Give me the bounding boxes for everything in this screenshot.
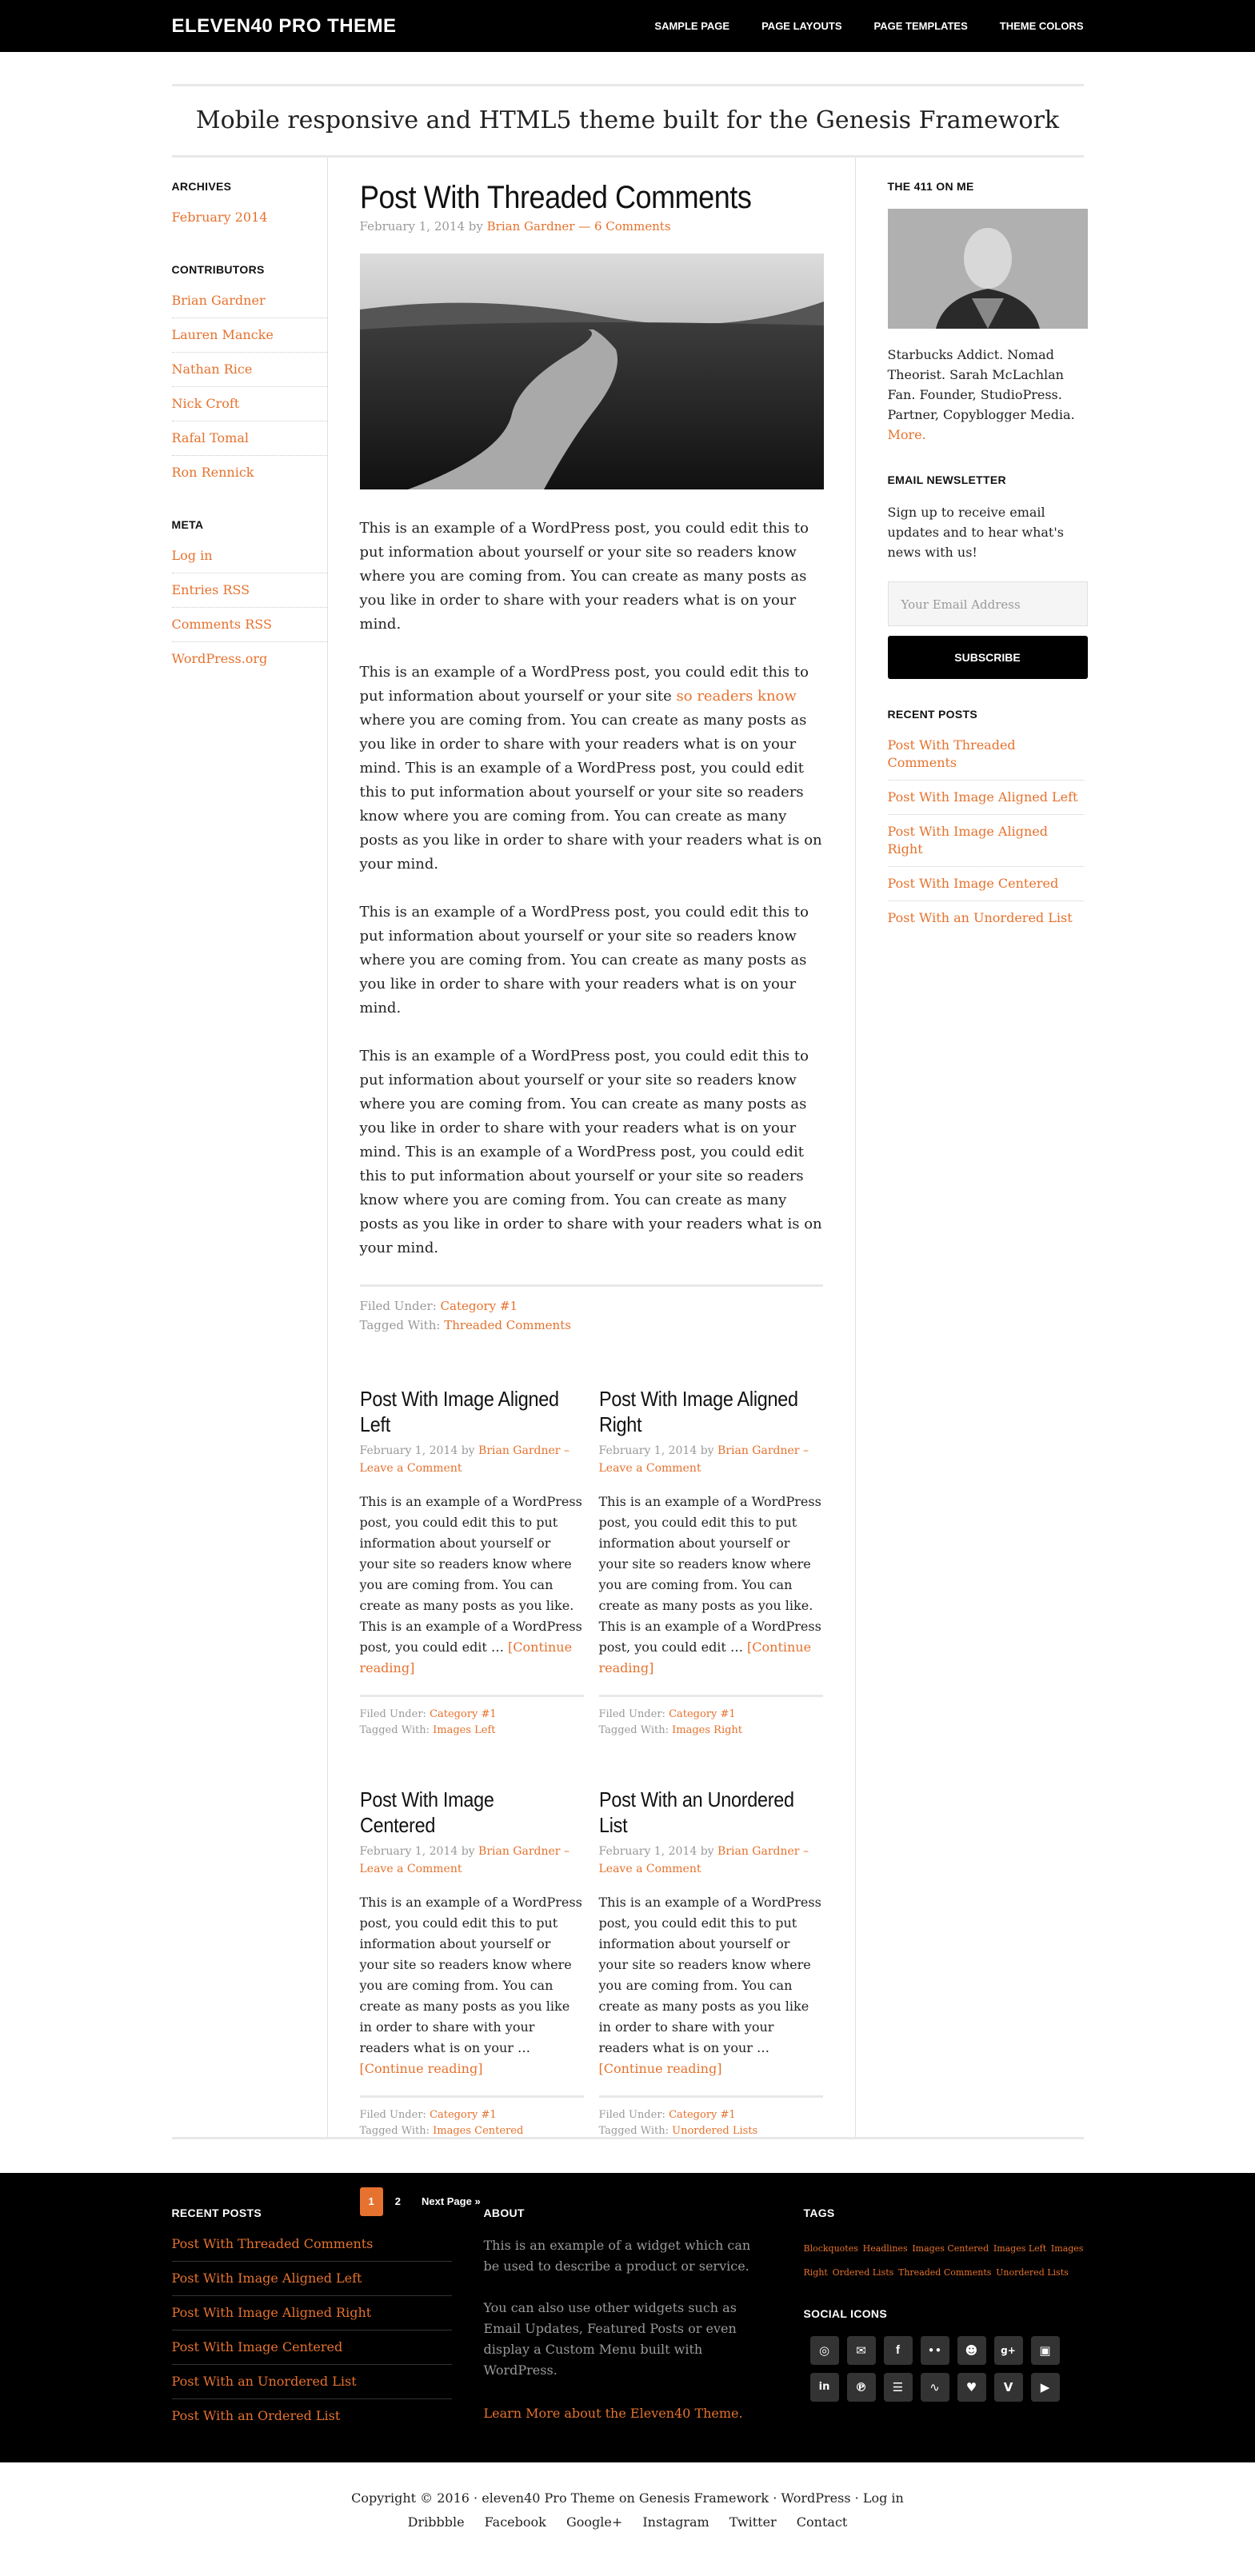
newsletter-widget <box>888 472 1084 679</box>
facebook-icon[interactable]: f <box>884 2336 913 2365</box>
tag-link[interactable]: Headlines <box>862 2243 908 2254</box>
page-1-button[interactable]: 1 <box>360 2187 383 2216</box>
post-featured-image <box>360 254 824 489</box>
tag-link[interactable]: Threaded Comments <box>898 2267 992 2278</box>
footer-recent-link[interactable]: Post With an Ordered List <box>171 2408 341 2423</box>
page-2-button[interactable]: 2 <box>386 2187 410 2216</box>
newsletter-title: EMAIL NEWSLETTER <box>887 473 1006 486</box>
recent-post-link[interactable]: Post With Image Centered <box>887 876 1059 891</box>
youtube-icon[interactable]: ▶ <box>1031 2373 1060 2402</box>
grid-post <box>360 1787 584 2139</box>
tagline-bar <box>172 84 1084 158</box>
tag-cloud <box>804 2235 1084 2283</box>
post-footer-meta: Filed Under: Category #1 Tagged With: Threaded Comments <box>360 1284 823 1335</box>
grid-post-excerpt: This is an example of a WordPress post, you could edit this to put information about yourself or your site so readers know where you are coming from. You can create as many posts as you like in order to share with your readers what is on your … [Continue reading] <box>359 1895 582 2076</box>
grid-post-comment-link[interactable]: – Leave a Comment <box>598 1444 809 1475</box>
meta-comments-rss-link[interactable]: Comments RSS <box>171 617 272 632</box>
rss-icon[interactable]: ☰ <box>884 2373 913 2402</box>
contributor-link[interactable]: Lauren Mancke <box>171 327 274 342</box>
next-page-button[interactable]: Next Page » <box>413 2187 490 2216</box>
footer-learn-more-link[interactable]: Learn More about the Eleven40 Theme. <box>483 2406 743 2421</box>
footer-recent-link[interactable]: Post With Image Centered <box>171 2339 343 2354</box>
footer-social-title: SOCIAL ICONS <box>803 2307 887 2320</box>
post-meta <box>360 217 823 236</box>
footer-tags-title: TAGS <box>803 2207 835 2219</box>
footer-about-title: ABOUT <box>483 2207 525 2219</box>
grid-post-author-link[interactable]: Brian Gardner <box>717 1444 800 1457</box>
recent-post-link[interactable]: Post With Image Aligned Right <box>887 824 1048 857</box>
recent-post-link[interactable]: Post With Threaded Comments <box>887 737 1016 770</box>
grid-post-meta: February 1, 2014 by Brian Gardner – Leave a Comment <box>359 1444 570 1475</box>
grid-post-title[interactable]: Post With Image Aligned Right <box>598 1387 798 1436</box>
footer-widgets <box>0 2173 1255 2462</box>
tag-link[interactable]: Images Right <box>672 1724 743 1736</box>
footer-link-twitter[interactable]: Twitter <box>729 2514 777 2530</box>
grid-post-comment-link[interactable]: – Leave a Comment <box>359 1845 570 1875</box>
grid-post-meta: February 1, 2014 by Brian Gardner – Leave a Comment <box>359 1845 570 1875</box>
main-post <box>360 178 823 1335</box>
tag-link[interactable]: Unordered Lists <box>996 2267 1069 2278</box>
contributor-link[interactable]: Nathan Rice <box>171 361 253 377</box>
email-icon[interactable]: ✉ <box>847 2336 876 2365</box>
footer-tags-social <box>804 2205 1084 2433</box>
post-paragraph-4: This is an example of a WordPress post, you could edit this to put information about yourself or your site so readers know where you are coming from. You can create as many posts as you like in order to share with your readers what is on your mind. This is an example of a WordPress post, you could edit this to put information about yourself or your site so readers know where you are coming from. You can create as many posts as you like in order to share with your readers what is on your mind. <box>359 1048 822 1256</box>
about-text: Starbucks Addict. Nomad Theorist. Sarah McLachlan Fan. Founder, StudioPress. Partner, Copyblogger Media. More. <box>887 347 1075 442</box>
nav-page-layouts[interactable]: PAGE LAYOUTS <box>761 20 842 32</box>
grid-post-footer: Filed Under: Category #1 Tagged With: Unordered Lists <box>599 2095 823 2139</box>
post-content <box>360 517 823 1260</box>
continue-reading-link[interactable]: [Continue reading] <box>598 1639 812 1675</box>
recent-post-link[interactable]: Post With an Unordered List <box>887 910 1073 925</box>
post-title[interactable]: Post With Threaded Comments <box>359 180 751 215</box>
meta-title: META <box>171 518 204 531</box>
meta-widget <box>172 517 327 676</box>
pinterest-icon[interactable]: ℗ <box>847 2373 876 2402</box>
contributor-link[interactable]: Ron Rennick <box>171 465 254 480</box>
linkedin-icon[interactable]: in <box>810 2373 839 2402</box>
footer-about-text-2: You can also use other widgets such as Email Updates, Featured Posts or even display a Custom Menu built with WordPress. <box>483 2300 737 2378</box>
post-date: February 1, 2014 <box>359 219 466 234</box>
category-link[interactable]: Category #1 <box>430 2109 497 2121</box>
post-grid <box>360 1386 823 2187</box>
flickr-icon[interactable]: •• <box>921 2336 949 2365</box>
footer-recent-link[interactable]: Post With Image Aligned Right <box>171 2305 372 2320</box>
content-wrap <box>171 158 1084 2207</box>
tag-link[interactable]: Images Centered <box>912 2243 989 2254</box>
post-author-link[interactable]: Brian Gardner <box>486 219 575 234</box>
tag-link[interactable]: Images Right <box>803 2243 1084 2278</box>
dribbble-icon[interactable]: ◎ <box>810 2336 839 2365</box>
instagram-icon[interactable]: ▣ <box>1031 2336 1060 2365</box>
footer-link-contact[interactable]: Contact <box>796 2514 848 2530</box>
nav-sample-page[interactable]: SAMPLE PAGE <box>654 20 730 32</box>
footer-about <box>484 2205 764 2433</box>
stumbleupon-icon[interactable]: ∿ <box>921 2373 949 2402</box>
grid-post <box>360 1386 584 1739</box>
footer-link-dribbble[interactable]: Dribbble <box>407 2514 465 2530</box>
footer-about-text: This is an example of a widget which can be used to describe a product or service. <box>483 2238 751 2274</box>
grid-post-title[interactable]: Post With Image Centered <box>359 1787 494 1837</box>
category-link[interactable]: Category #1 <box>669 1708 736 1720</box>
nav-page-templates[interactable]: PAGE TEMPLATES <box>873 20 968 32</box>
grid-post-author-link[interactable]: Brian Gardner <box>478 1444 561 1457</box>
footer-link-instagram[interactable]: Instagram <box>642 2514 709 2530</box>
post-paragraph-1: This is an example of a WordPress post, you could edit this to put information about yourself or your site so readers know where you are coming from. You can create as many posts as you like in order to share with your readers what is on your mind. <box>359 520 809 633</box>
post-by: by <box>468 219 483 234</box>
social-icons <box>810 2336 1074 2402</box>
secondary-sidebar <box>172 158 328 2137</box>
about-title: THE 411 ON ME <box>887 180 974 193</box>
tag-link[interactable]: Images Left <box>433 1724 496 1736</box>
contributor-link[interactable]: Rafal Tomal <box>171 430 250 445</box>
tag-link[interactable]: Blockquotes <box>803 2243 858 2254</box>
primary-nav <box>638 0 1083 52</box>
tag-link[interactable]: Images Centered <box>433 2125 524 2137</box>
footer-link-facebook[interactable]: Facebook <box>484 2514 546 2530</box>
road-landscape-image <box>360 254 824 489</box>
post-paragraph-3: This is an example of a WordPress post, you could edit this to put information about yourself or your site so readers know where you are coming from. You can create as many posts as you like in order to share with your readers what is on your mind. <box>359 904 809 1016</box>
contributors-widget <box>172 262 327 489</box>
grid-post-title[interactable]: Post With Image Aligned Left <box>359 1387 559 1436</box>
contributors-title: CONTRIBUTORS <box>171 263 265 276</box>
grid-post <box>599 1787 823 2139</box>
primary-sidebar <box>856 158 1084 2137</box>
grid-post-footer: Filed Under: Category #1 Tagged With: Images Left <box>360 1695 584 1739</box>
continue-reading-link[interactable]: [Continue reading] <box>359 2061 483 2076</box>
main-content <box>328 158 856 2207</box>
archive-link[interactable]: February 2014 <box>171 210 268 225</box>
site-footer <box>0 2462 1255 2534</box>
email-input[interactable]: Your Email Address <box>888 581 1088 626</box>
author-photo <box>888 209 1088 329</box>
category-link[interactable]: Category #1 <box>440 1299 518 1313</box>
grid-post-author-link[interactable]: Brian Gardner <box>478 1845 561 1858</box>
grid-post-author-link[interactable]: Brian Gardner <box>717 1845 800 1858</box>
tag-link[interactable]: Unordered Lists <box>672 2125 758 2137</box>
footer-recent-title: RECENT POSTS <box>171 2207 262 2219</box>
site-title[interactable]: ELEVEN40 PRO THEME <box>171 14 397 37</box>
meta-wordpress-link[interactable]: WordPress.org <box>171 651 268 666</box>
grid-post-excerpt: This is an example of a WordPress post, you could edit this to put information about yourself or your site so readers know where you are coming from. You can create as many posts as you like in order to share with your readers what is on your … [Continue reading] <box>598 1895 821 2076</box>
google-plus-icon[interactable]: g+ <box>994 2336 1023 2365</box>
tag-link[interactable]: Images Left <box>993 2243 1047 2254</box>
newsletter-text: Sign up to receive email updates and to hear what's news with us! <box>887 505 1064 560</box>
meta-login-link[interactable]: Log in <box>171 548 213 563</box>
vimeo-icon[interactable]: V <box>994 2373 1023 2402</box>
archives-widget <box>172 178 327 234</box>
footer-recent-link[interactable]: Post With Image Aligned Left <box>171 2270 362 2286</box>
meta-entries-rss-link[interactable]: Entries RSS <box>171 582 250 597</box>
grid-post-title[interactable]: Post With an Unordered List <box>598 1787 794 1837</box>
grid-post-meta: February 1, 2014 by Brian Gardner – Leave a Comment <box>598 1845 809 1875</box>
post-comments-link[interactable]: — 6 Comments <box>578 219 671 234</box>
continue-reading-link[interactable]: [Continue reading] <box>359 1639 573 1675</box>
footer-link-google-plus[interactable]: Google+ <box>566 2514 623 2530</box>
grid-post-meta: February 1, 2014 by Brian Gardner – Leave a Comment <box>598 1444 809 1475</box>
contributor-link[interactable]: Nick Croft <box>171 396 240 411</box>
footer-recent-link[interactable]: Post With an Unordered List <box>171 2374 357 2389</box>
inline-link[interactable]: so readers know <box>676 688 797 705</box>
grid-post-footer: Filed Under: Category #1 Tagged With: Images Centered <box>360 2095 584 2139</box>
contributor-link[interactable]: Brian Gardner <box>171 293 266 308</box>
about-more-link[interactable]: More. <box>887 427 926 442</box>
subscribe-button[interactable]: SUBSCRIBE <box>888 636 1088 679</box>
about-widget <box>888 178 1084 445</box>
grid-post-comment-link[interactable]: – Leave a Comment <box>359 1444 570 1475</box>
recent-posts-title: RECENT POSTS <box>887 708 978 721</box>
nav-theme-colors[interactable]: THEME COLORS <box>999 20 1084 32</box>
post-paragraph-2: This is an example of a WordPress post, you could edit this to put information about yourself or your site so readers know where you are coming from. You can create as many posts as you like in order to share with your readers what is on your mind. This is an example of a WordPress post, you could edit this to put information about yourself or your site so readers know where you are coming from. You can create as many posts as you like in order to share with your readers what is on your mind. <box>359 664 822 873</box>
archives-title: ARCHIVES <box>171 180 232 193</box>
footer-recent-posts <box>172 2205 452 2433</box>
site-tagline: Mobile responsive and HTML5 theme built for the Genesis Framework <box>195 106 1060 134</box>
tag-link[interactable]: Ordered Lists <box>832 2267 894 2278</box>
github-icon[interactable]: ☻ <box>957 2336 986 2365</box>
grid-post-excerpt: This is an example of a WordPress post, you could edit this to put information about yourself or your site so readers know where you are coming from. You can create as many posts as you like. This is an example of a WordPress post, you could edit … [Continue reading] <box>598 1494 821 1675</box>
grid-post-comment-link[interactable]: – Leave a Comment <box>598 1845 809 1875</box>
tag-link[interactable]: Threaded Comments <box>444 1318 571 1332</box>
footer-recent-link[interactable]: Post With Threaded Comments <box>171 2236 374 2251</box>
author-portrait-image <box>888 209 1088 329</box>
recent-post-link[interactable]: Post With Image Aligned Left <box>887 789 1078 805</box>
grid-post-footer: Filed Under: Category #1 Tagged With: Images Right <box>599 1695 823 1739</box>
continue-reading-link[interactable]: [Continue reading] <box>598 2061 722 2076</box>
site-header <box>0 0 1255 52</box>
recent-posts-widget <box>888 706 1084 935</box>
category-link[interactable]: Category #1 <box>669 2109 736 2121</box>
footer-links <box>0 2510 1255 2534</box>
grid-post <box>599 1386 823 1739</box>
grid-post-excerpt: This is an example of a WordPress post, you could edit this to put information about yourself or your site so readers know where you are coming from. You can create as many posts as you like. This is an example of a WordPress post, you could edit … [Continue reading] <box>359 1494 582 1675</box>
category-link[interactable]: Category #1 <box>430 1708 497 1720</box>
twitter-icon[interactable]: ♥ <box>957 2373 986 2402</box>
copyright-text: Copyright © 2016 · eleven40 Pro Theme on Genesis Framework · WordPress · Log in <box>351 2490 904 2506</box>
